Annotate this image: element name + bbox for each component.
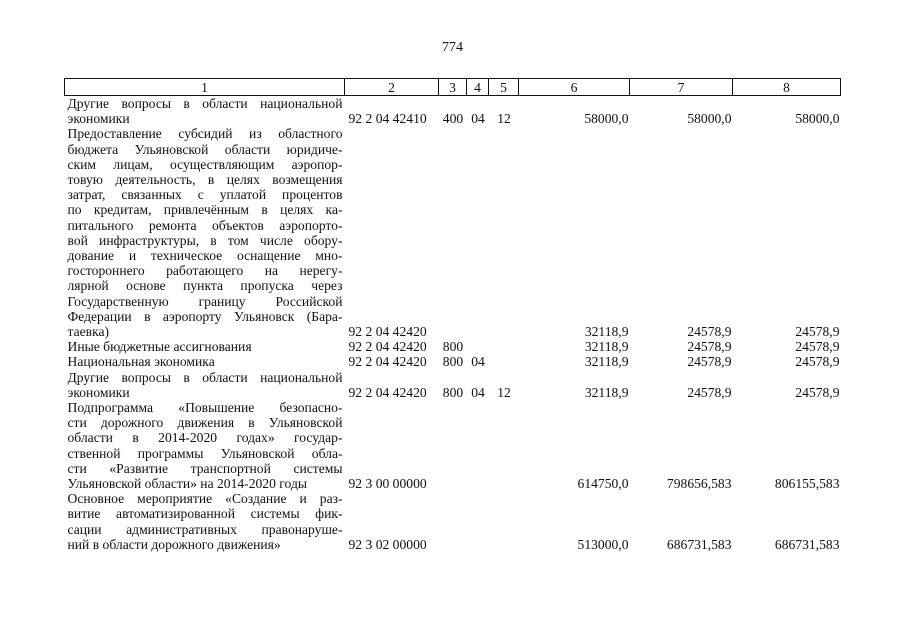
row-name-line: ственной программы Ульяновской обла-	[67, 445, 343, 461]
amount-column-7: 58000,0	[687, 111, 732, 127]
expense-type-code	[439, 126, 467, 339]
row-name-line: лярной основе пункта пропуска через	[67, 278, 343, 294]
table-row	[65, 400, 841, 491]
amount-column-6: 58000,0	[584, 111, 629, 127]
amount-column-8: 24578,9	[795, 324, 840, 340]
column-header: 4	[467, 79, 489, 96]
table-row	[65, 370, 841, 400]
budget-table	[64, 78, 841, 552]
row-name-line: Другие вопросы в области национальной	[67, 369, 343, 385]
amount-column-7: 686731,583	[666, 536, 732, 552]
row-name-line: Федерации в аэропорту Ульяновск (Бара-	[67, 308, 343, 324]
target-article-code: 92 2 04 42420	[348, 324, 427, 340]
expense-type-code: 800	[442, 384, 464, 400]
amount-column-7: 24578,9	[687, 354, 732, 370]
section-code: 04	[471, 354, 485, 370]
amount-column-7: 24578,9	[687, 339, 732, 355]
table-row	[65, 339, 841, 354]
amount-column-6: 32118,9	[584, 354, 629, 370]
amount-column-6: 32118,9	[584, 339, 629, 355]
amount-column-8: 24578,9	[795, 339, 840, 355]
row-name-line: Государственную границу Российской	[67, 293, 343, 309]
target-article-code: 92 3 00 00000	[348, 476, 427, 492]
row-name-line: Предоставление субсидий из областного	[67, 126, 343, 142]
table-row	[65, 96, 841, 127]
amount-column-6: 32118,9	[584, 384, 629, 400]
amount-column-8: 58000,0	[795, 111, 840, 127]
target-article-code: 92 2 04 42410	[348, 111, 427, 127]
column-header: 8	[733, 79, 841, 96]
column-header: 6	[519, 79, 630, 96]
amount-column-8: 686731,583	[774, 536, 840, 552]
column-header: 3	[439, 79, 467, 96]
column-header: 5	[489, 79, 519, 96]
expense-type-code	[439, 400, 467, 491]
amount-column-8: 806155,583	[774, 476, 840, 492]
section-code: 04	[471, 111, 485, 127]
column-header: 7	[630, 79, 733, 96]
section-code	[467, 491, 489, 552]
amount-column-6: 32118,9	[584, 324, 629, 340]
amount-column-8: 24578,9	[795, 354, 840, 370]
row-name	[65, 339, 345, 354]
subsection-code	[489, 339, 519, 354]
row-name-line: бюджета Ульяновской области юридиче-	[67, 141, 343, 157]
column-header: 1	[65, 79, 345, 96]
expense-type-code	[439, 491, 467, 552]
expense-type-code: 800	[442, 339, 464, 355]
subsection-code: 12	[497, 111, 511, 127]
section-code	[467, 126, 489, 339]
target-article-code: 92 2 04 42420	[348, 384, 427, 400]
table-row	[65, 491, 841, 552]
row-name-line: таевка)	[67, 324, 110, 340]
row-name-line: сти дорожного движения в Ульяновской	[67, 415, 343, 431]
target-article-code: 92 2 04 42420	[348, 339, 427, 355]
row-name-line: дование и техническое оснащение мно-	[67, 248, 343, 264]
row-name	[65, 354, 345, 369]
row-name-line: вой инфраструктуры, в том числе обору-	[67, 232, 343, 248]
page-number: 774	[442, 40, 463, 55]
row-name-line: области в 2014-2020 годах» государ-	[67, 430, 343, 446]
table-body	[65, 96, 841, 553]
row-name	[65, 370, 345, 400]
row-name-line: Подпрограмма «Повышение безопасно-	[67, 400, 343, 416]
row-name-line: сти «Развитие транспортной системы	[67, 460, 343, 476]
table-row	[65, 354, 841, 369]
row-name-line: Иные бюджетные ассигнования	[67, 339, 252, 355]
column-header: 2	[345, 79, 439, 96]
row-name-line: затрат, связанных с уплатой процентов	[67, 187, 343, 203]
row-name-line: Другие вопросы в области национальной	[67, 96, 343, 111]
row-name	[65, 400, 345, 491]
row-name-line: сации административных правонаруше-	[67, 521, 343, 537]
amount-column-7: 24578,9	[687, 384, 732, 400]
row-name-line: Ульяновской области» на 2014-2020 годы	[67, 476, 307, 492]
row-name-line: экономики	[67, 384, 130, 400]
subsection-code	[489, 400, 519, 491]
row-name-line: гостороннего работающего на нерегу-	[67, 263, 343, 279]
section-code	[467, 339, 489, 354]
target-article-code: 92 2 04 42420	[348, 354, 427, 370]
column-number-header-row	[65, 79, 841, 96]
amount-column-8: 24578,9	[795, 384, 840, 400]
row-name-line: ний в области дорожного движения»	[67, 536, 281, 552]
subsection-code	[489, 491, 519, 552]
amount-column-6: 513000,0	[577, 536, 629, 552]
section-code: 04	[471, 384, 485, 400]
subsection-code	[489, 126, 519, 339]
expense-type-code: 800	[442, 354, 464, 370]
row-name-line: ским лицам, осуществляющим аэропор-	[67, 156, 343, 172]
table-row	[65, 126, 841, 339]
amount-column-6: 614750,0	[577, 476, 629, 492]
expense-type-code: 400	[442, 111, 464, 127]
target-article-code: 92 3 02 00000	[348, 536, 427, 552]
amount-column-7: 24578,9	[687, 324, 732, 340]
row-name-line: Национальная экономика	[67, 354, 215, 370]
row-name	[65, 491, 345, 552]
amount-column-7: 798656,583	[666, 476, 732, 492]
row-name-line: питального ремонта объектов аэропорто-	[67, 217, 343, 233]
row-name-line: экономики	[67, 111, 130, 127]
row-name-line: по кредитам, привлечённым в целях ка-	[67, 202, 343, 218]
subsection-code: 12	[497, 384, 511, 400]
row-name-line: товую деятельность, в целях возмещения	[67, 172, 343, 188]
section-code	[467, 400, 489, 491]
row-name-line: витие автоматизированной системы фик-	[67, 506, 343, 522]
row-name	[65, 96, 345, 127]
subsection-code	[489, 354, 519, 369]
row-name	[65, 126, 345, 339]
row-name-line: Основное мероприятие «Создание и раз-	[67, 491, 343, 507]
